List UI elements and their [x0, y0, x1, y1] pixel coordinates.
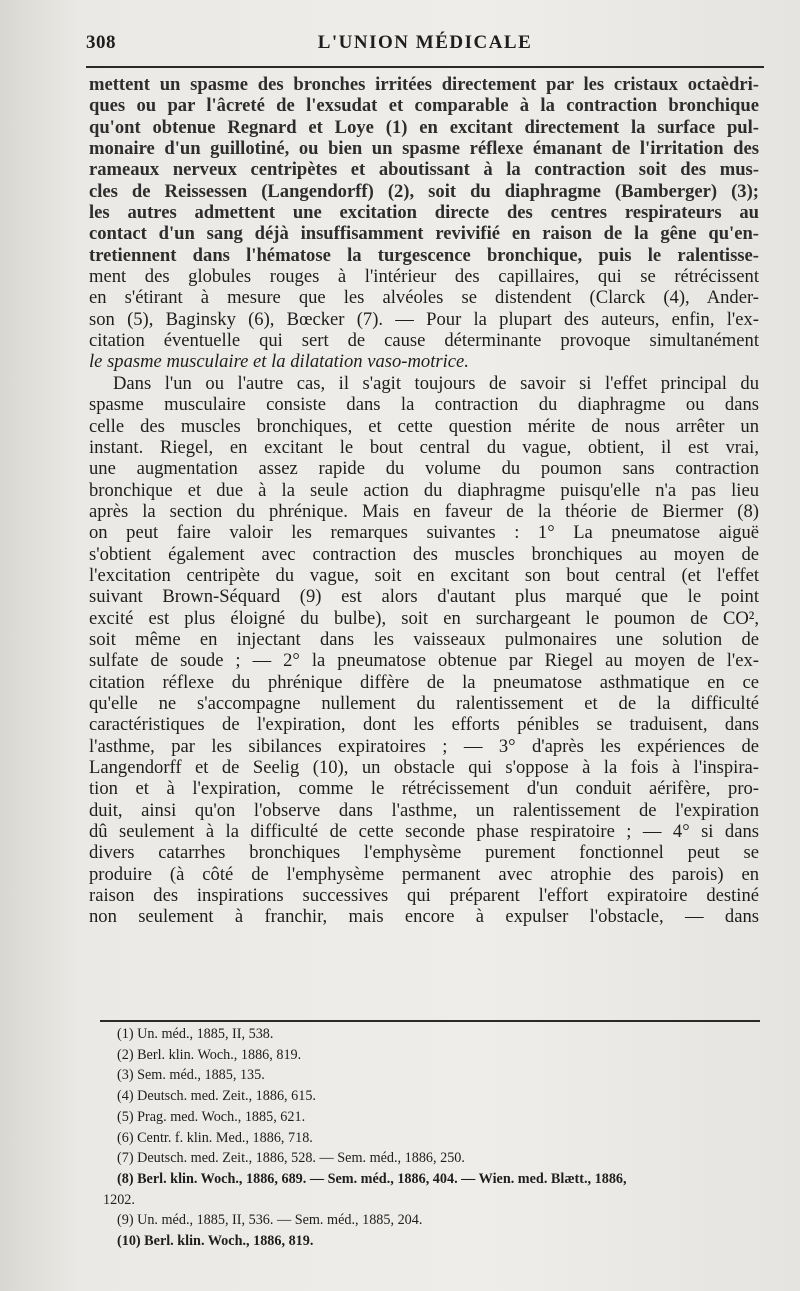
footnote: (3) Sem. méd., 1885, 135.	[117, 1067, 265, 1084]
text-line: une augmentation assez rapide du volume du poumon sans contraction	[89, 458, 759, 480]
footnote: (4) Deutsch. med. Zeit., 1886, 615.	[117, 1088, 316, 1105]
footnotes	[103, 1024, 777, 1252]
text-line: celle des muscles bronchiques, et cette question mérite de nous arrêter un	[89, 415, 759, 437]
text-line: raison des inspirations successives qui préparent l'effort expiratoire destiné	[89, 885, 759, 907]
text-line: l'excitation centripète du vague, soit en excitant son bout central (et l'effet	[89, 564, 759, 586]
text-line: rameaux nerveux centripètes et aboutissant à la contraction soit des mus-	[89, 159, 759, 181]
page-number: 308	[86, 32, 116, 53]
text-line: contact d'un sang déjà insuffisamment revivifié en raison de la gêne qu'en-	[89, 223, 759, 245]
text-line: qu'ont obtenue Regnard et Loye (1) en excitant directement la surface pul-	[89, 116, 759, 138]
text-line: les autres admettent une excitation directe des centres respirateurs au	[89, 202, 759, 224]
text-line: instant. Riegel, en excitant le bout central du vague, obtient, il est vrai,	[89, 436, 759, 458]
text-line: citation réflexe du phrénique diffère de la pneumatose asthmatique en ce	[89, 671, 759, 693]
text-line: bronchique et due à la seule action du diaphragme puisqu'elle n'a pas lieu	[89, 479, 759, 501]
text-line: ques ou par l'âcreté de l'exsudat et comparable à la contraction bronchique	[89, 95, 759, 117]
text-line: citation éventuelle qui sert de cause déterminante provoque simultanément	[89, 330, 759, 352]
text-line: l'asthme, par les sibilances expiratoires ; — 3° d'après les expériences de	[89, 735, 759, 757]
text-line: ment des globules rouges à l'intérieur des capillaires, qui se rétrécissent	[89, 266, 759, 288]
text-line: spasme musculaire consiste dans la contraction du diaphragme ou dans	[89, 394, 759, 416]
text-line: dû seulement à la difficulté de cette seconde phase respiratoire ; — 4° si dans	[89, 821, 759, 843]
text-line: le spasme musculaire et la dilatation vaso-motrice.	[89, 351, 469, 373]
text-line: cles de Reissessen (Langendorff) (2), soit du diaphragme (Bamberger) (3);	[89, 180, 759, 202]
text-line: non seulement à franchir, mais encore à expulser l'obstacle, — dans	[89, 906, 759, 928]
text-line: qu'elle ne s'accompagne nullement du ralentissement et de la difficulté	[89, 692, 759, 714]
body-text	[89, 74, 759, 928]
text-line: monaire d'un guillotiné, ou bien un spasme réflexe émanant de l'irritation des	[89, 138, 759, 160]
text-line: divers catarrhes bronchiques l'emphysème purement fonctionnel peut se	[89, 842, 759, 864]
running-title: L'UNION MÉDICALE	[317, 32, 533, 53]
footnote-continuation: 1202.	[103, 1191, 135, 1208]
footnote: (1) Un. méd., 1885, II, 538.	[117, 1026, 274, 1042]
text-line: en s'étirant à mesure que les alvéoles se distendent (Clarck (4), Ander-	[89, 287, 759, 309]
header-rule	[86, 66, 764, 68]
text-line: caractéristiques de l'expiration, dont les efforts pénibles se traduisent, dans	[89, 714, 759, 736]
text-line: son (5), Baginsky (6), Bœcker (7). — Pour la plupart des auteurs, enfin, l'ex-	[89, 308, 759, 330]
text-line: tion et à l'expiration, comme le rétrécissement d'un conduit aérifère, pro-	[89, 778, 759, 800]
footnote: (9) Un. méd., 1885, II, 536. — Sem. méd., 1885, 204.	[117, 1212, 423, 1229]
text-line: après la section du phrénique. Mais en faveur de la théorie de Biermer (8)	[89, 500, 759, 522]
text-line: Dans l'un ou l'autre cas, il s'agit toujours de savoir si l'effet principal du	[113, 372, 759, 394]
footnote: (7) Deutsch. med. Zeit., 1886, 528. — Sem. méd., 1886, 250.	[117, 1150, 465, 1167]
page-header	[86, 30, 764, 62]
footnote: (10) Berl. klin. Woch., 1886, 819.	[117, 1233, 314, 1250]
text-line: Langendorff et de Seelig (10), un obstacle qui s'oppose à la fois à l'inspira-	[89, 757, 759, 778]
text-line: on peut faire valoir les remarques suivantes : 1° La pneumatose aiguë	[89, 522, 759, 544]
text-line: soit même en injectant dans les vaisseaux pulmonaires une solution de	[89, 628, 759, 650]
text-line: produire (à côté de l'emphysème permanent avec atrophie des parois) en	[89, 863, 759, 885]
text-line: excité est plus éloigné du bulbe), soit en surchargeant le poumon de CO²,	[89, 607, 759, 629]
text-line: duit, ainsi qu'on l'observe dans l'asthme, un ralentissement de l'expiration	[89, 799, 759, 821]
text-line: tretiennent dans l'hématose la turgescence bronchique, puis le ralentisse-	[89, 244, 759, 266]
text-line: suivant Brown-Séquard (9) est alors d'autant plus marqué que le point	[89, 586, 759, 608]
text-line: sulfate de soude ; — 2° la pneumatose obtenue par Riegel au moyen de l'ex-	[89, 650, 759, 672]
footnote: (5) Prag. med. Woch., 1885, 621.	[117, 1108, 306, 1125]
footnote: (6) Centr. f. klin. Med., 1886, 718.	[117, 1129, 313, 1146]
footnote: (2) Berl. klin. Woch., 1886, 819.	[117, 1046, 302, 1063]
text-line: mettent un spasme des bronches irritées directement par les cristaux octaèdri-	[89, 74, 759, 95]
footnote: (8) Berl. klin. Woch., 1886, 689. — Sem. méd., 1886, 404. — Wien. med. Blætt., 1886,	[117, 1170, 627, 1187]
text-line: s'obtient également avec contraction des muscles bronchiques au moyen de	[89, 543, 759, 565]
footnote-rule	[100, 1020, 760, 1022]
